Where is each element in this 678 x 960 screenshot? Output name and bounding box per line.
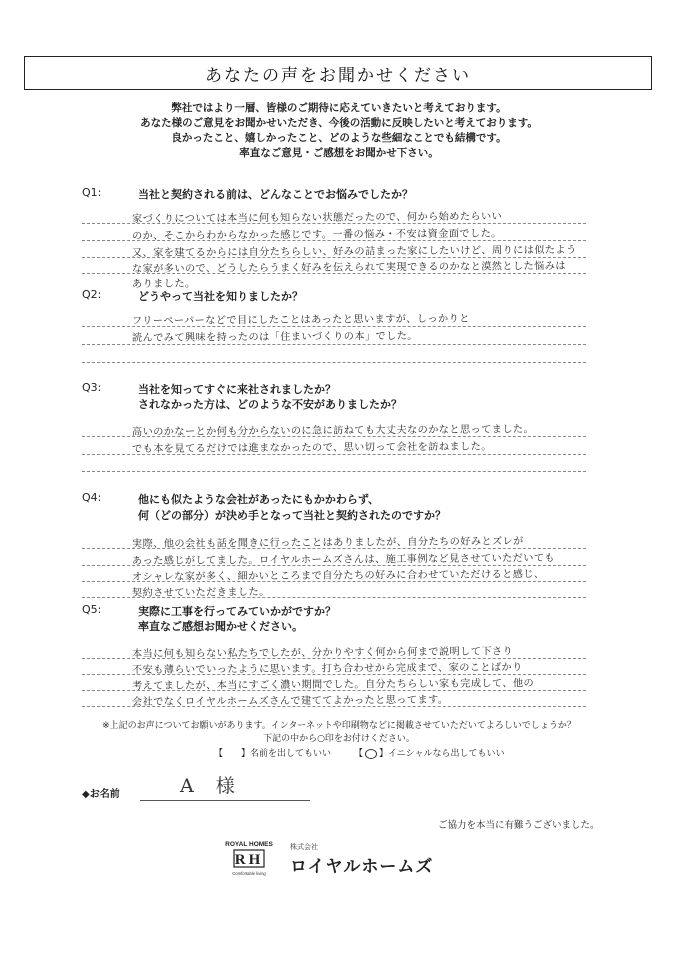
answer-rule xyxy=(82,436,586,437)
answer-line: のか、そこからわからなかった感じです。一番の悩み・不安は資金面でした。 xyxy=(131,228,502,242)
answer-line: ありました。 xyxy=(131,278,196,290)
question-number: Q4: xyxy=(82,491,102,504)
answer-line: オシャレな家が多く、細かいところまで自分たちの好みに合わせていただけると感じ、 xyxy=(131,569,545,583)
question-text: 実際に工事を行ってみていかがですか？ xyxy=(138,605,336,618)
logo-top-text: ROYAL HOMES xyxy=(225,841,273,848)
answer-line: フリーペーパーなどで目にしたことはあったと思いますが、しっかりと xyxy=(131,313,470,327)
answer-line: な家が多いので、どうしたらうまく好みを伝えられて実現できるのかなと漠然とした悩みは xyxy=(131,260,566,275)
intro-line: 良かったこと、嬉しかったこと、どのような些細なことでも結構です。 xyxy=(171,132,507,144)
bracket-open: 【 xyxy=(214,749,224,759)
answer-rule xyxy=(82,565,586,566)
answer-rule xyxy=(82,326,586,327)
thanks-text: ご協力を本当に有難うございました。 xyxy=(438,820,600,831)
intro-line: 率直なご意見・ご感想をお聞かせ下さい。 xyxy=(239,147,439,159)
answer-line: 契約させていただきました。 xyxy=(131,587,270,599)
circle-mark-icon xyxy=(365,749,377,759)
bracket-open: 【 xyxy=(354,749,364,759)
name-value: A 様 xyxy=(180,775,243,797)
answer-rule xyxy=(82,471,586,472)
question-number: Q1: xyxy=(82,186,102,199)
answer-rule xyxy=(82,257,586,258)
answer-rule xyxy=(82,690,586,691)
bracket-close: 】 xyxy=(379,749,389,759)
logo-company-name: ロイヤルホームズ xyxy=(290,857,434,877)
answer-rule xyxy=(82,548,586,549)
answer-line: 会社でなくロイヤルホームズさんで建ててよかったと思ってます。 xyxy=(131,694,449,708)
name-label: ◆お名前 xyxy=(82,789,120,800)
question-text: 他にも似たような会社があったにもかかわらず、 xyxy=(138,493,380,506)
question-text: 当社を知ってすぐに来社されましたか？ xyxy=(138,383,336,396)
question-text: 何（どの部分）が決め手となって当社と契約されたのですか？ xyxy=(138,509,446,522)
intro-line: あなた様のご意見をお聞かせいただき、今後の活動に反映したいと考えております。 xyxy=(140,117,538,129)
bracket-close: 】 xyxy=(241,749,251,759)
logo-mark-text: RH xyxy=(234,852,264,868)
question-number: Q3: xyxy=(82,381,102,394)
answer-rule xyxy=(82,597,586,598)
answer-rule xyxy=(82,344,586,345)
answer-rule xyxy=(82,581,586,582)
answer-rule xyxy=(82,706,586,707)
answer-rule xyxy=(82,223,586,224)
answer-line: 高いのかなーとか何も分からないのに急に訪ねても大丈夫なのかなと思ってました。 xyxy=(131,424,535,438)
answer-line: 実際、他の会社も話を聞きに行ったことはありましたが、自分たちの好みとズレが xyxy=(131,536,524,550)
consent-option-initial[interactable] xyxy=(354,746,505,759)
answer-rule xyxy=(82,674,586,675)
answer-line: あった感じがしてました。ロイヤルホームズさんは、施工事例など見させていただいても xyxy=(131,553,556,567)
answer-line: 読んでみて興味を持ったのは「住まいづくりの本」でした。 xyxy=(131,331,418,344)
permission-notice: ※上記のお声についてお願いがあります。インターネットや印刷物などに掲載させていただいてよろしいでしょうか？ xyxy=(102,721,576,731)
answer-rule xyxy=(82,273,586,274)
permission-instruction: 下記の中から○印をお付けください。 xyxy=(263,734,415,744)
answer-rule xyxy=(82,658,586,659)
name-underline xyxy=(140,800,310,801)
answer-rule xyxy=(82,362,586,363)
answer-line: 考えてましたが、本当にすごく濃い期間でした。自分たちらしい家も完成して、他の xyxy=(131,678,535,692)
question-number: Q5: xyxy=(82,603,102,616)
logo-sub-text: Comfortable living xyxy=(232,871,266,876)
answer-line: 不安も薄らいでいったように思います。打ち合わせから完成まで、家のことばかり xyxy=(131,662,523,676)
question-text: 率直なご感想お聞かせください。 xyxy=(138,620,303,633)
question-text: 当社と契約される前は、どんなことでお悩みでしたか？ xyxy=(138,188,413,201)
page-title: あなたの声をお聞かせください xyxy=(24,56,652,90)
question-text: どうやって当社を知りましたか？ xyxy=(138,290,303,303)
royal-homes-logo xyxy=(216,839,282,879)
logo-company-prefix: 株式会社 xyxy=(290,843,318,851)
answer-line: でも本を見てるだけでは進まなかったので、思い切って会社を訪ねました。 xyxy=(131,441,492,455)
consent-label-initial: イニシャルなら出してもいい xyxy=(388,749,505,759)
consent-label-name: 名前を出してもいい xyxy=(250,749,332,759)
consent-option-name[interactable] xyxy=(214,746,331,759)
question-number: Q2: xyxy=(82,288,102,301)
answer-line: 本当に何も知らない私たちでしたが、分かりやすく何から何まで説明して下さり xyxy=(131,646,514,660)
answer-rule xyxy=(82,454,586,455)
question-text: されなかった方は、どのような不安がありましたか？ xyxy=(138,398,402,411)
answer-rule xyxy=(82,240,586,241)
intro-line: 弊社ではより一層、皆様のご期待に応えていきたいと考えております。 xyxy=(171,102,507,114)
answer-line: 家づくりについては本当に何も知らない状態だったので、何から始めたらいい xyxy=(131,211,503,225)
answer-line: 又、家を建てるからには自分たちらしい、好みの詰まった家にしたいけど、周りには似たよう xyxy=(131,244,577,259)
